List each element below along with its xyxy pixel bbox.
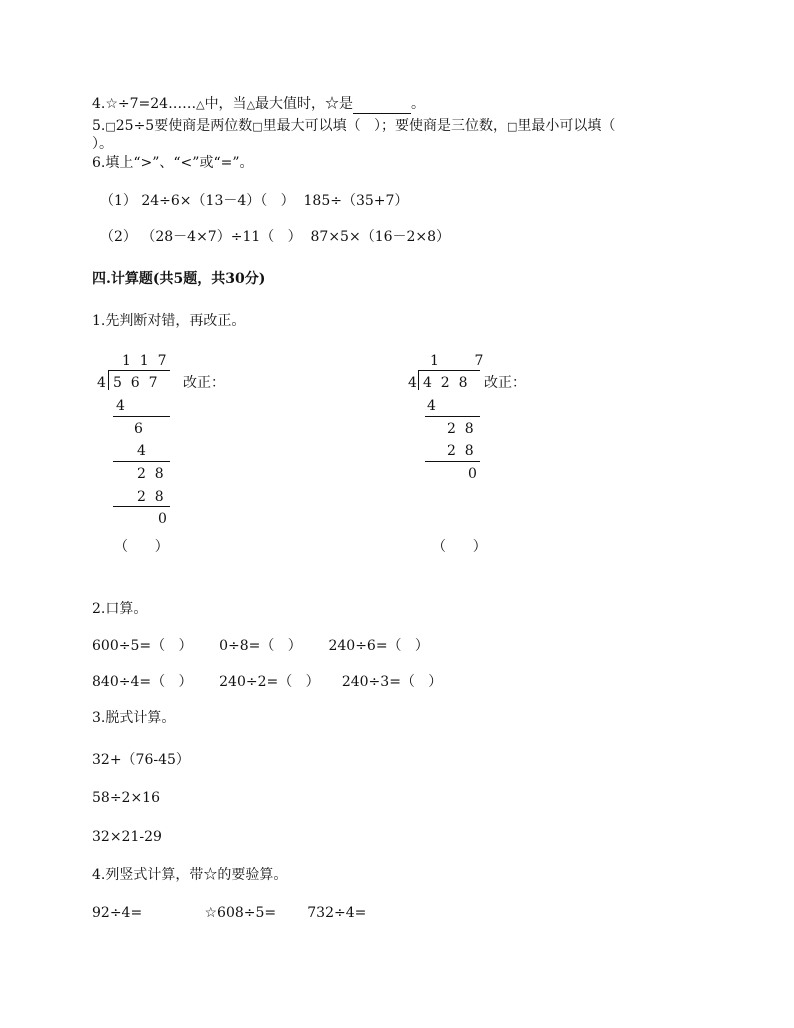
section-heading: 四.计算题(共5题，共30分) [92, 271, 266, 287]
step-calc-3: 32×21-29 [92, 829, 162, 845]
vertical-calc-row: 92÷4= ☆608÷5= 732÷4= [92, 905, 367, 921]
step-calc-2: 58÷2×16 [92, 790, 160, 806]
question-5 [92, 117, 615, 136]
div2-dividend: 4 2 8 [423, 375, 468, 391]
q5-text-3: 里最小可以填（ [517, 118, 616, 134]
div1-dividend: 5 6 7 [113, 375, 158, 391]
div1-step-2: 6 [134, 421, 143, 437]
div1-judge-blank: （ ） [114, 539, 169, 555]
div2-step-1: 4 [427, 398, 436, 414]
div1-bracket-side [108, 370, 109, 390]
calc-3-title: 3.脱式计算。 [92, 710, 176, 726]
div1-divisor: 4 [97, 375, 106, 391]
q4-text-2: 中，当 [204, 96, 247, 112]
div2-quotient: 1 7 [430, 353, 484, 369]
div1-step-4: 2 8 [137, 466, 164, 482]
div1-fix-label: 改正： [183, 375, 225, 391]
div1-remainder: 0 [158, 511, 167, 527]
div1-line-1 [113, 416, 170, 417]
div1-line-3 [113, 506, 170, 507]
div1-line-2 [113, 461, 170, 462]
question-5-cont: ）。 [92, 136, 113, 152]
div2-judge-blank: （ ） [432, 539, 487, 555]
question-6-item-2: （2） （28－4×7）÷11（ ） 87×5×（16－2×8） [100, 229, 451, 245]
question-4 [92, 95, 425, 114]
div2-line-2 [425, 461, 480, 462]
div2-fix-label: 改正： [484, 375, 526, 391]
mental-math-row-1: 600÷5=（ ） 0÷8=（ ） 240÷6=（ ） [92, 638, 429, 654]
div2-step-2: 2 8 [447, 421, 474, 437]
div2-bracket-side [418, 370, 419, 390]
calc-1-title: 1.先判断对错，再改正。 [92, 313, 246, 329]
div1-step-1: 4 [116, 398, 125, 414]
step-calc-1: 32+（76-45） [92, 752, 190, 768]
div2-line-1 [425, 416, 480, 417]
q5-number: 5. [92, 118, 106, 134]
box-symbol-2: □ [252, 120, 263, 133]
box-symbol: □ [105, 120, 116, 133]
box-symbol-3: □ [506, 120, 518, 133]
div1-step-5: 2 8 [137, 489, 164, 505]
question-6-item-1: （1） 24÷6×（13－4）（ ） 185÷（35+7） [100, 193, 409, 209]
div1-step-3: 4 [137, 443, 146, 459]
calc-4-title: 4.列竖式计算，带☆的要验算。 [92, 867, 288, 883]
div2-bracket-top [418, 370, 480, 371]
q5-text-2: 里最大可以填（ ）；要使商是三位数， [262, 118, 507, 134]
calc-2-title: 2.口算。 [92, 601, 148, 617]
q5-text: 25÷5要使商是两位数 [115, 118, 253, 134]
div2-step-3: 2 8 [447, 443, 474, 459]
triangle-symbol: △ [196, 98, 205, 111]
question-6: 6.填上“>”、“<”或“=”。 [92, 155, 254, 171]
mental-math-row-2: 840÷4=（ ） 240÷2=（ ） 240÷3=（ ） [92, 674, 443, 690]
div1-bracket-top [108, 370, 170, 371]
div1-quotient: 1 1 7 [122, 353, 167, 369]
div2-remainder: 0 [468, 466, 477, 482]
div2-divisor: 4 [408, 375, 417, 391]
q4-text: 4.☆÷7=24…… [92, 96, 197, 112]
q4-text-3: 最大值时，☆是 [255, 96, 354, 112]
answer-blank [353, 99, 411, 114]
triangle-symbol-2: △ [246, 98, 256, 111]
q4-end: 。 [411, 96, 426, 112]
